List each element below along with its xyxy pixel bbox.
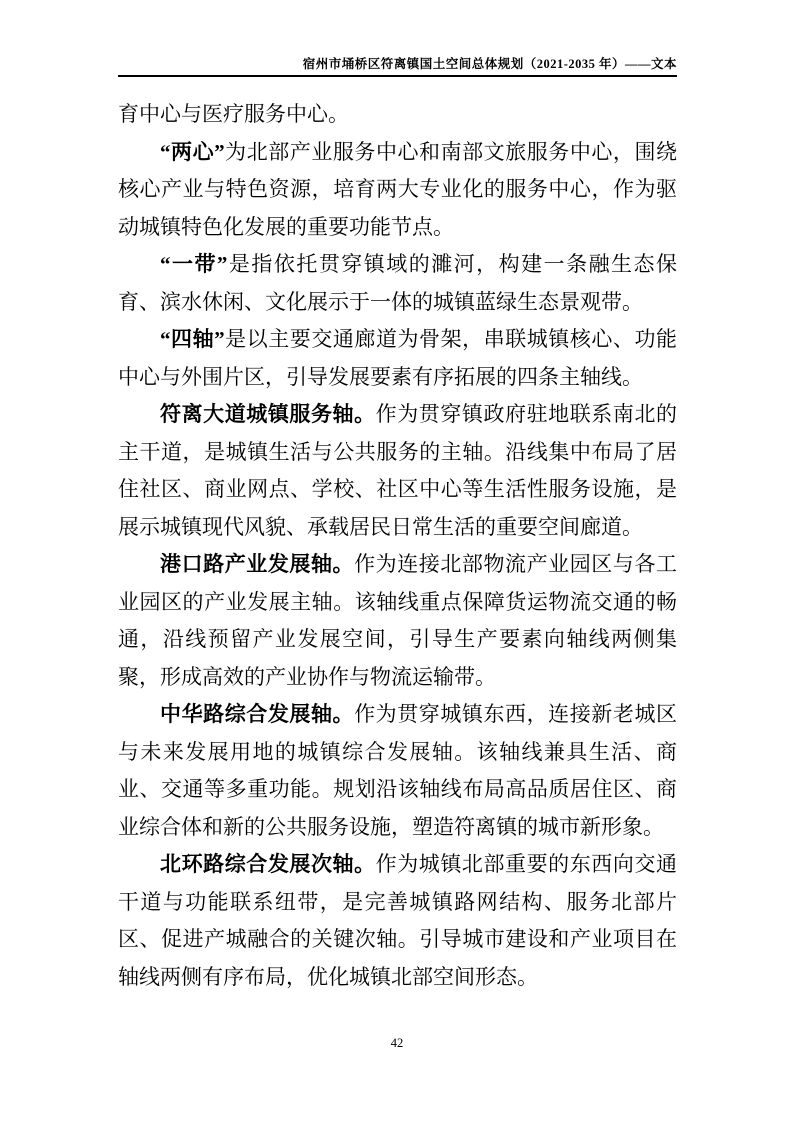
paragraph-lead: “两心” [160,139,225,164]
page-number: 42 [390,1036,404,1050]
paragraph [118,246,677,321]
document-body [118,96,677,996]
paragraph-text: 作为连接北部物流产业园区与各工业园区的产业发展主轴。该轴线重点保障货运物流交通的畅通，沿线预留产业发展空间，引导生产要素向轴线两侧集聚，形成高效的产业协作与物流运输带。 [118,552,678,689]
paragraph-text: 育中心与医疗服务中心。 [118,102,349,126]
paragraph-lead: 符离大道城镇服务轴。 [160,402,376,426]
paragraph [118,96,677,134]
paragraph-lead: “四轴” [160,327,225,351]
paragraph-lead: 北环路综合发展次轴。 [160,852,376,876]
page-header-title: 宿州市埇桥区符离镇国土空间总体规划（2021-2035 年）——文本 [118,57,677,77]
paragraph-lead: 港口路产业发展轴。 [160,552,355,576]
paragraph-text: 作为贯穿镇政府驻地联系南北的主干道，是城镇生活与公共服务的主轴。沿线集中布局了居住社区、商业网点、学校、社区中心等生活性服务设施，是展示城镇现代风貌、承载居民日常生活的重要空间廊道。 [118,402,678,539]
paragraph-lead: “一带” [160,252,228,276]
paragraph-text: 作为城镇北部重要的东西向交通干道与功能联系纽带，是完善城镇路网结构、服务北部片区、促进产城融合的关键次轴。引导城市建设和产业项目在轴线两侧有序布局，优化城镇北部空间形态。 [118,852,678,989]
paragraph [118,546,677,696]
paragraph-lead: 中华路综合发展轴。 [160,702,355,726]
paragraph-text: 是指依托贯穿镇域的濉河，构建一条融生态保育、滨水休闲、文化展示于一体的城镇蓝绿生态景观带。 [118,252,678,314]
paragraph [118,134,677,247]
paragraph-text: 为北部产业服务中心和南部文旅服务中心，围绕核心产业与特色资源，培育两大专业化的服务中心，作为驱动城镇特色化发展的重要功能节点。 [118,139,677,239]
paragraph [118,696,677,846]
paragraph [118,321,677,396]
paragraph-text: 是以主要交通廊道为骨架，串联城镇核心、功能中心与外围片区，引导发展要素有序拓展的四条主轴线。 [118,327,677,389]
paragraph [118,396,677,546]
paragraph [118,846,677,996]
paragraph-text: 作为贯穿城镇东西，连接新老城区与未来发展用地的城镇综合发展轴。该轴线兼具生活、商业、交通等多重功能。规划沿该轴线布局高品质居住区、商业综合体和新的公共服务设施，塑造符离镇的城市新形象。 [118,702,678,839]
